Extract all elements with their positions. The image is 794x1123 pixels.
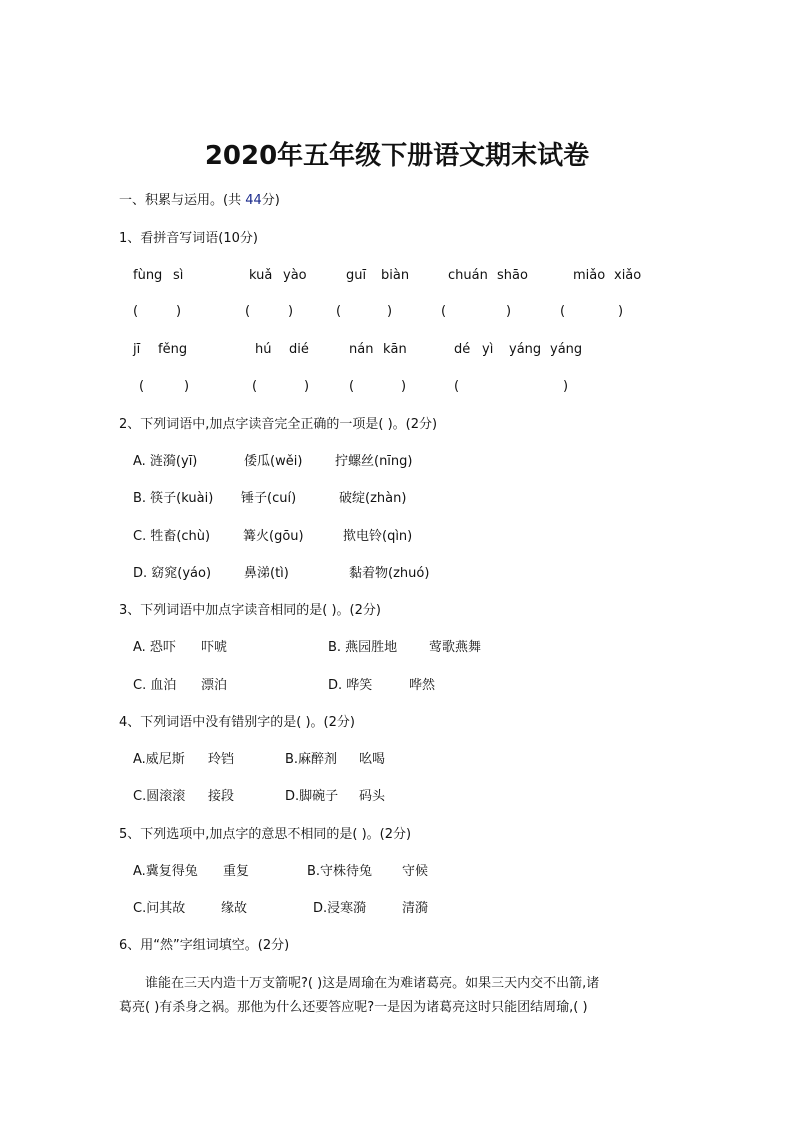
pinyin: shāo (497, 268, 528, 283)
option-word: 码头 (359, 789, 386, 804)
section-points: 44 (245, 193, 262, 208)
option-word: 玲铛 (208, 752, 235, 767)
q6-heading: 6、用“然”字组词填空。(2分) (119, 938, 290, 953)
pinyin: kuǎ (249, 268, 273, 283)
q6-passage-line-1: 谁能在三天内造十万支箭呢?( )这是周瑜在为难诸葛亮。如果三天内交不出箭,诸 (145, 976, 600, 991)
option-d: D.浸寒漪 (313, 901, 367, 916)
option-b: B. 燕园胜地 (328, 640, 398, 655)
option-word: 莺歌燕舞 (429, 640, 482, 655)
section-heading (119, 193, 280, 209)
q1-heading: 1、看拼音写词语(10分) (119, 231, 258, 246)
option-a: A. 恐吓 (133, 640, 176, 655)
pinyin: yáng (550, 342, 583, 357)
open-bracket: ( (454, 379, 460, 394)
q5-heading: 5、下列选项中,加点字的意思不相同的是( )。(2分) (119, 827, 412, 842)
option-a: A. 涟漪(yī) (133, 454, 198, 469)
open-bracket: ( (139, 379, 145, 394)
pinyin: chuán (448, 268, 488, 283)
option-word: 吓唬 (201, 640, 228, 655)
option-word: 黏着物(zhuó) (349, 566, 430, 581)
option-a: A.威尼斯 (133, 752, 185, 767)
pinyin: dié (289, 342, 309, 357)
pinyin: fěng (158, 342, 188, 357)
section-heading-prefix: 一、积累与运用。(共 (119, 193, 246, 208)
option-word: 破绽(zhàn) (339, 491, 407, 506)
exam-title: 2020年五年级下册语文期末试卷 (204, 141, 590, 171)
open-bracket: ( (349, 379, 355, 394)
option-b: B.守株待兔 (307, 864, 373, 879)
option-d: D. 哗笑 (328, 678, 373, 693)
close-bracket: ) (618, 304, 624, 319)
option-d: D. 窈窕(yáo) (133, 566, 212, 581)
pinyin: sì (173, 268, 184, 283)
pinyin: xiǎo (614, 268, 642, 283)
option-word: 揿电铃(qìn) (343, 529, 413, 544)
option-word: 篝火(gōu) (243, 529, 304, 544)
open-bracket: ( (245, 304, 251, 319)
option-word: 重复 (223, 864, 250, 879)
option-word: 吆喝 (359, 752, 386, 767)
q2-heading: 2、下列词语中,加点字读音完全正确的一项是( )。(2分) (119, 417, 438, 432)
option-word: 鼻涕(tì) (244, 566, 289, 581)
pinyin: kān (383, 342, 407, 357)
pinyin: fùng (133, 268, 163, 283)
option-word: 漂泊 (201, 678, 228, 693)
close-bracket: ) (176, 304, 182, 319)
close-bracket: ) (387, 304, 393, 319)
close-bracket: ) (184, 379, 190, 394)
pinyin: miǎo (573, 268, 606, 283)
q6-passage (119, 972, 684, 1020)
option-word: 清漪 (402, 901, 429, 916)
close-bracket: ) (401, 379, 407, 394)
pinyin: jī (133, 342, 141, 357)
option-word: 缘故 (221, 901, 248, 916)
option-c: C. 血泊 (133, 678, 177, 693)
option-word: 守候 (402, 864, 429, 879)
pinyin: hú (255, 342, 272, 357)
option-word: 哗然 (409, 678, 436, 693)
close-bracket: ) (288, 304, 294, 319)
open-bracket: ( (560, 304, 566, 319)
pinyin: biàn (381, 268, 410, 283)
option-word: 接段 (208, 789, 235, 804)
close-bracket: ) (304, 379, 310, 394)
option-word: 拧螺丝(nīng) (335, 454, 413, 469)
option-c: C. 牲畜(chù) (133, 529, 211, 544)
open-bracket: ( (133, 304, 139, 319)
option-c: C.问其故 (133, 901, 186, 916)
option-word: 锤子(cuí) (241, 491, 297, 506)
option-b: B. 筷子(kuài) (133, 491, 214, 506)
pinyin: dé (454, 342, 471, 357)
pinyin: guī (346, 268, 367, 283)
pinyin: yào (283, 268, 307, 283)
pinyin: yì (482, 342, 494, 357)
q6-passage-line-2: 葛亮( )有杀身之祸。那他为什么还要答应呢?一是因为诸葛亮这时只能团结周瑜,( ) (119, 1000, 588, 1015)
option-a: A.冀复得兔 (133, 864, 198, 879)
close-bracket: ) (506, 304, 512, 319)
open-bracket: ( (252, 379, 258, 394)
pinyin: yáng (509, 342, 542, 357)
section-heading-suffix: 分) (261, 193, 280, 208)
close-bracket: ) (563, 379, 569, 394)
option-c: C.圆滚滚 (133, 789, 186, 804)
open-bracket: ( (441, 304, 447, 319)
option-word: 倭瓜(wěi) (244, 454, 303, 469)
pinyin: nán (349, 342, 374, 357)
q4-heading: 4、下列词语中没有错别字的是( )。(2分) (119, 715, 355, 730)
open-bracket: ( (336, 304, 342, 319)
option-b: B.麻醉剂 (285, 752, 338, 767)
q3-heading: 3、下列词语中加点字读音相同的是( )。(2分) (119, 603, 381, 618)
option-d: D.脚碗子 (285, 789, 339, 804)
